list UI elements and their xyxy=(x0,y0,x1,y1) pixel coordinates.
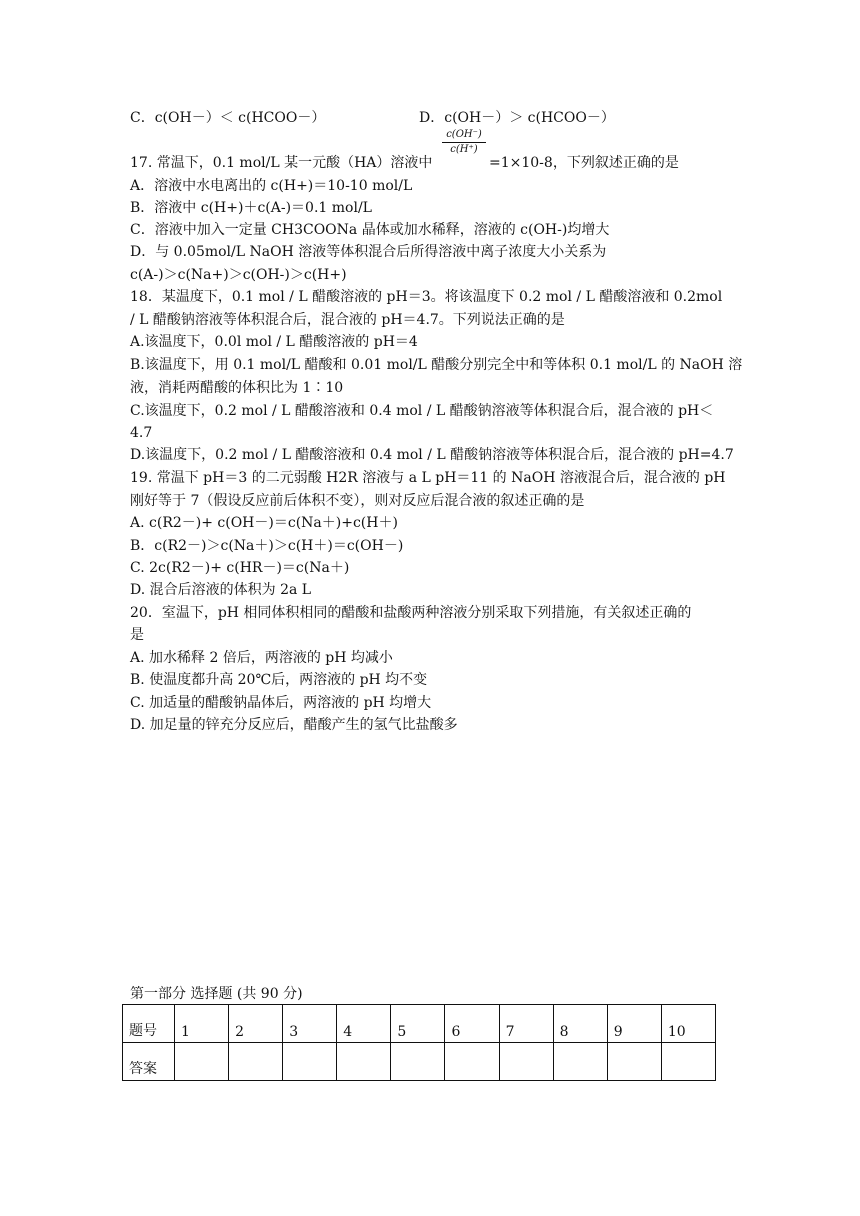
question-number-cell: 4 xyxy=(337,1005,391,1043)
answer-cell xyxy=(229,1043,283,1081)
q18-option-d: D.该温度下，0.2 mol / L 醋酸溶液和 0.4 mol / L 醋酸钠溶液等体积混合后，混合液的 pH=4.7 xyxy=(130,447,734,463)
answer-cell xyxy=(337,1043,391,1081)
question-number-cell: 1 xyxy=(175,1005,229,1043)
answer-cell xyxy=(175,1043,229,1081)
q20-stem: 20．室温下，pH 相同体积相同的醋酸和盐酸两种溶液分别采取下列措施，有关叙述正确的 xyxy=(130,605,692,621)
question-number-cell: 7 xyxy=(499,1005,553,1043)
q20-option-a: A. 加水稀释 2 倍后，两溶液的 pH 均减小 xyxy=(130,650,393,666)
answer-table-number-row xyxy=(123,1005,716,1043)
question-number-cell: 5 xyxy=(391,1005,445,1043)
answer-cell xyxy=(607,1043,661,1081)
answer-table xyxy=(122,1004,716,1081)
q18-stem-cont: / L 醋酸钠溶液等体积混合后，混合液的 pH＝4.7。下列说法正确的是 xyxy=(130,312,565,328)
q19-option-a: A. c(R2－)+ c(OH－)＝c(Na＋)+c(H＋) xyxy=(130,515,398,531)
answer-cell xyxy=(445,1043,499,1081)
answer-cell xyxy=(283,1043,337,1081)
answer-cell xyxy=(499,1043,553,1081)
question-number-cell: 9 xyxy=(607,1005,661,1043)
row-label-number: 题号 xyxy=(123,1005,175,1043)
question-number-cell: 2 xyxy=(229,1005,283,1043)
answer-table-answer-row xyxy=(123,1043,716,1081)
q19-option-b: B．c(R2－)＞c(Na＋)＞c(H＋)＝c(OH－) xyxy=(130,538,404,554)
row-label-answer: 答案 xyxy=(123,1043,175,1081)
q18-option-c: C.该温度下，0.2 mol / L 醋酸溶液和 0.4 mol / L 醋酸钠溶液等体积混合后，混合液的 pH＜ xyxy=(130,403,714,419)
q17-option-c: C．溶液中加入一定量 CH3COONa 晶体或加水稀释，溶液的 c(OH-)均增大 xyxy=(130,222,610,238)
q20-option-b: B. 使温度都升高 20℃后，两溶液的 pH 均不变 xyxy=(130,672,428,688)
ratio-fraction xyxy=(442,129,486,156)
q17-option-d: D．与 0.05mol/L NaOH 溶液等体积混合后所得溶液中离子浓度大小关系为 xyxy=(130,244,607,260)
q19-stem: 19. 常温下 pH＝3 的二元弱酸 H2R 溶液与 a L pH＝11 的 NaOH 溶液混合后，混合液的 pH xyxy=(130,470,726,486)
fraction-numerator: c(OH⁻) xyxy=(442,129,486,143)
answer-cell xyxy=(553,1043,607,1081)
q19-option-c: C. 2c(R2－)+ c(HR－)＝c(Na＋) xyxy=(130,560,350,576)
q18-option-a: A.该温度下，0.0l mol / L 醋酸溶液的 pH＝4 xyxy=(130,334,418,350)
q17-option-b: B．溶液中 c(H+)＋c(A-)＝0.1 mol/L xyxy=(130,200,372,216)
answer-cell xyxy=(661,1043,715,1081)
answer-section-title: 第一部分 选择题 (共 90 分) xyxy=(130,986,303,1002)
answer-cell xyxy=(391,1043,445,1081)
question-number-cell: 3 xyxy=(283,1005,337,1043)
q20-option-d: D. 加足量的锌充分反应后，醋酸产生的氢气比盐酸多 xyxy=(130,717,458,733)
q19-stem-cont: 刚好等于 7（假设反应前后体积不变），则对反应后混合液的叙述正确的是 xyxy=(130,493,585,509)
q17-option-a: A．溶液中水电离出的 c(H+)＝10-10 mol/L xyxy=(130,178,413,194)
q20-option-c: C. 加适量的醋酸钠晶体后，两溶液的 pH 均增大 xyxy=(130,695,432,711)
q20-stem-cont: 是 xyxy=(130,627,144,643)
q19-option-d: D. 混合后溶液的体积为 2a L xyxy=(130,582,312,598)
q18-option-b: B.该温度下，用 0.1 mol/L 醋酸和 0.01 mol/L 醋酸分别完全中和等体积 0.1 mol/L 的 NaOH 溶 xyxy=(130,357,743,373)
q17-stem-cont: =1×10-8，下列叙述正确的是 xyxy=(489,155,679,171)
fraction-denominator: c(H⁺) xyxy=(450,144,478,155)
q18-stem: 18．某温度下，0.1 mol / L 醋酸溶液的 pH＝3。将该温度下 0.2 mol / L 醋酸溶液和 0.2mol xyxy=(130,289,723,305)
q17-option-d-cont: c(A-)＞c(Na+)＞c(OH-)＞c(H+) xyxy=(130,267,347,283)
q17-stem: 17. 常温下，0.1 mol/L 某一元酸（HA）溶液中 xyxy=(130,155,433,171)
q16-option-d: D．c(OH－）＞ c(HCOO－） xyxy=(419,110,615,126)
question-number-cell: 6 xyxy=(445,1005,499,1043)
q18-option-c-cont: 4.7 xyxy=(130,425,153,441)
question-number-cell: 8 xyxy=(553,1005,607,1043)
question-number-cell: 10 xyxy=(661,1005,715,1043)
q16-option-c: C．c(OH－）＜ c(HCOO－） xyxy=(130,110,326,126)
q18-option-b-cont: 液，消耗两醋酸的体积比为 1∶10 xyxy=(130,380,344,396)
